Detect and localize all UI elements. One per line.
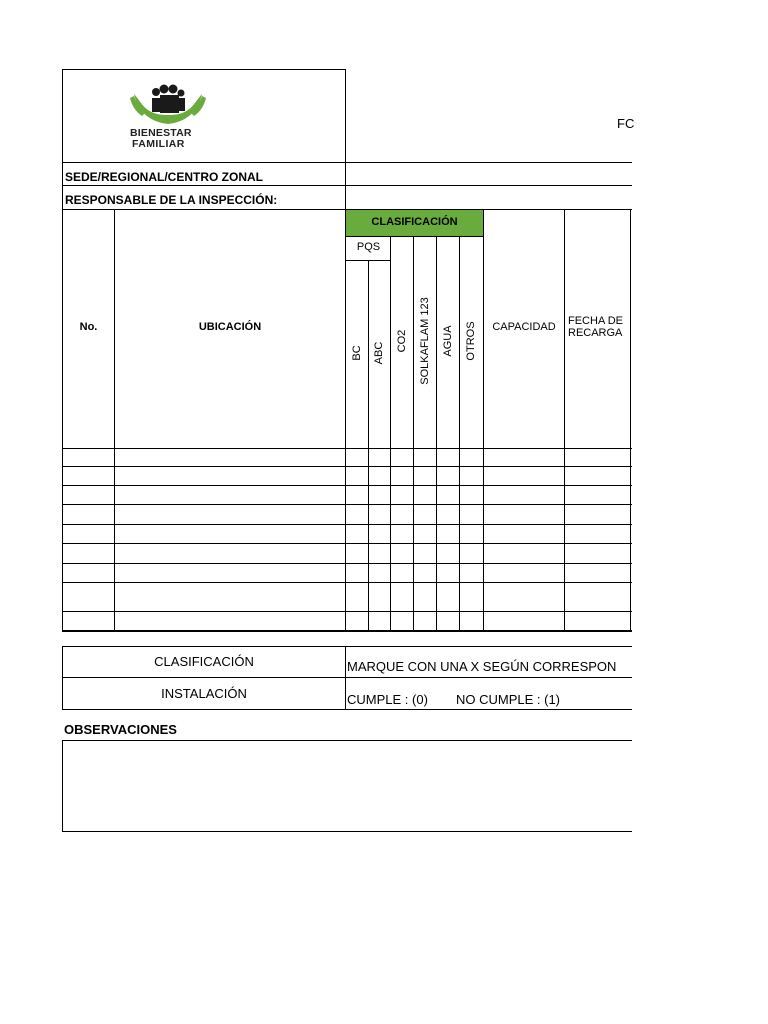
column-header-otros: OTROS — [465, 321, 477, 361]
bienestar-familiar-logo — [128, 84, 208, 150]
column-header-no: No. — [79, 321, 98, 333]
observaciones-label: OBSERVACIONES — [64, 722, 177, 737]
column-header-agua: AGUA — [442, 325, 454, 357]
column-header-capacidad: CAPACIDAD — [492, 321, 556, 333]
column-header-abc: ABC — [373, 341, 385, 365]
legend-clasificacion-value: MARQUE CON UNA X SEGÚN CORRESPON — [347, 659, 617, 674]
column-header-fecha-line2: RECARGA — [568, 327, 623, 339]
form-title: FC — [617, 116, 635, 131]
legend-no-cumple: NO CUMPLE : (1) — [456, 692, 561, 707]
logo-text-line2: FAMILIAR — [132, 138, 185, 150]
column-header-solkaflam: SOLKAFLAM 123 — [419, 297, 431, 385]
clasificacion-header: CLASIFICACIÓN — [371, 216, 458, 228]
logo-text-line1: BIENESTAR — [130, 127, 192, 139]
legend-instalacion-label: INSTALACIÓN — [161, 686, 247, 701]
column-header-co2: CO2 — [396, 329, 408, 353]
column-header-bc: BC — [351, 345, 363, 361]
column-header-ubicacion: UBICACIÓN — [198, 321, 262, 333]
family-hands-icon — [128, 84, 208, 130]
legend-clasificacion-label: CLASIFICACIÓN — [154, 654, 254, 669]
column-header-fecha-line1: FECHA DE — [568, 315, 624, 327]
legend-cumple: CUMPLE : (0) — [347, 692, 428, 707]
sede-label: SEDE/REGIONAL/CENTRO ZONAL — [65, 170, 264, 184]
pqs-header: PQS — [356, 241, 381, 253]
responsable-label: RESPONSABLE DE LA INSPECCIÓN: — [65, 193, 278, 207]
